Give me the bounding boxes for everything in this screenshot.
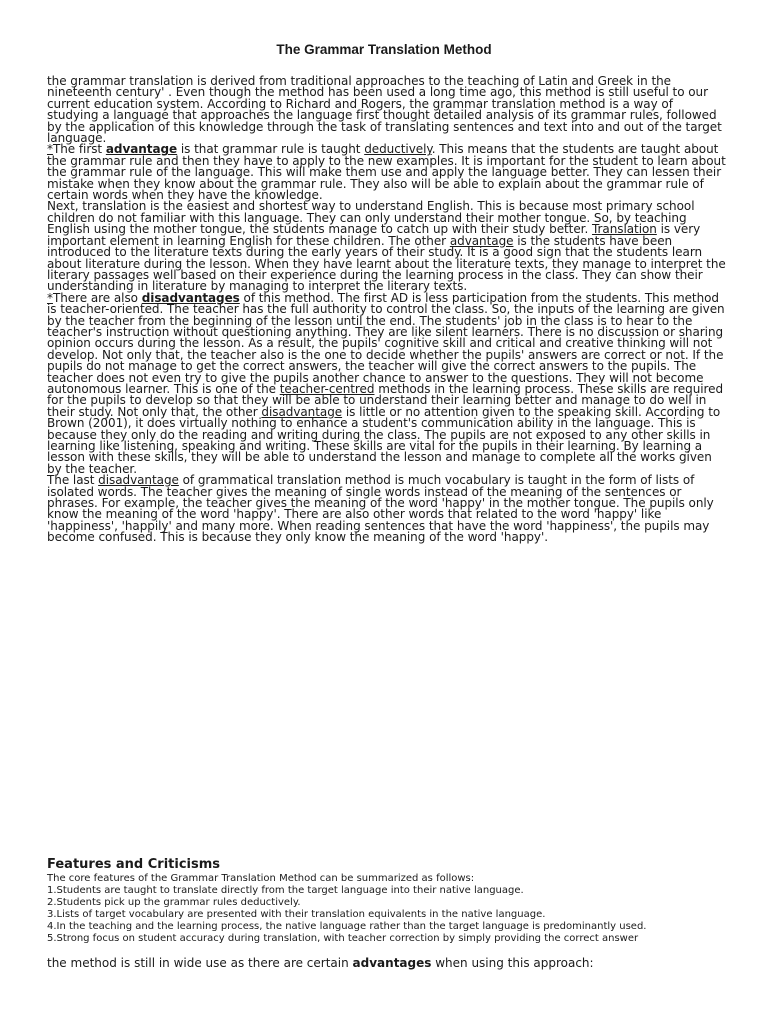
advantage-paragraph xyxy=(47,144,727,201)
translation-paragraph xyxy=(47,201,727,292)
list-item: 3.Lists of target vocabulary are presented with their translation equivalents in the native language. xyxy=(47,909,546,920)
closing-line xyxy=(47,956,594,970)
features-section xyxy=(47,857,737,945)
intro-paragraph: the grammar translation is derived from traditional approaches to the teaching of Latin and Greek in the nineteenth century' . Even though the method has been used a long time ago, this method is still useful to our current education system. According to Richard and Rogers, the grammar translation method is a way of studying a language that approaches the language first thought detailed analysis of its grammar rules, followed by the application of this knowledge through the task of translating sentences and text into and out of the target language. xyxy=(47,74,722,146)
list-item: 4.In the teaching and the learning process, the native language rather than the target language is predominantly used. xyxy=(47,921,647,932)
text-run: There are also xyxy=(52,290,142,305)
list-item: 5.Strong focus on student accuracy during translation, with teacher correction by simply providing the correct answer xyxy=(47,933,639,944)
text-run: is the students have been introduced to the literature texts during the early years of their study. It is a good sign that the students learn about literature during the lesson. When they have learnt about the literature texts, they manage to interpret the literary passages well based on their experience during the learning process in the class. They can show their understanding in literature by managing to interpret the literary texts. xyxy=(47,233,726,294)
text-run: of this method. The first AD is less participation from the students. This method is teacher-oriented. The teacher has the full authority to control the class. So, the inputs of the learning are given by the teacher from the beginning of the lesson until the end. The students' job in the class is to hear to the teacher's instruction without questioning anything. They are like silent learners. There is no discussion or sharing opinion occurs during the lesson. As a result, the pupils' cognitive skill and critical and creative thinking will not develop. Not only that, the teacher also is the one to decide whether the pupils' answers are correct or not. If the pupils do not manage to get the correct answers, the teacher will give the correct answers to the pupils. The teacher does not even try to give the pupils another chance to answer to the questions. They will not become autonomous learner. This is one of the xyxy=(47,290,725,396)
text-run: is that grammar rule is taught xyxy=(177,142,365,157)
text-run: . This means that the students are taught about the grammar rule and then they have to apply to the new examples. It is important for the student to learn about the grammar rule of the language. This will make them use and apply the language better. They can lessen their mistake when they know about the grammar rule. They also will be able to explain about the grammar rule of certain words when they have the knowledge. xyxy=(47,142,726,203)
translation-term: Translation xyxy=(591,222,657,237)
text-run: methods in the learning process. These skills are required for the pupils to develop so that they will be able to understand their learning better and manage to do well in their study. Not only that, the other xyxy=(47,381,724,419)
body-text xyxy=(47,76,727,544)
asterisk-marker: * xyxy=(47,290,53,305)
disadvantages-keyword: disadvantages xyxy=(141,290,240,305)
text-run: of grammatical translation method is much vocabulary is taught in the form of lists of isolated words. The teacher gives the meaning of single words instead of the meaning of the sentences or phrases. For example, the teacher gives the meaning of the word 'happy' in the mother tongue. The pupils only know the meaning of the word 'happy'. There are also other words that related to the word 'happy' like 'happiness', 'happily' and many more. When reading sentences that have the word 'happiness', the pupils may become confused. This is because they only know the meaning of the word 'happy'. xyxy=(47,473,714,545)
asterisk-marker: * xyxy=(47,142,53,157)
text-run: The last xyxy=(47,473,99,488)
disadvantages-paragraph xyxy=(47,290,727,476)
text-run: The first xyxy=(52,142,106,157)
features-heading: Features and Criticisms xyxy=(47,857,221,872)
text-run: the method is still in wide use as there are certain xyxy=(47,956,353,970)
list-item: 1.Students are taught to translate directly from the target language into their native language. xyxy=(47,885,524,896)
text-run: is very important element in learning English for these children. The other xyxy=(47,222,701,248)
advantages-keyword: advantages xyxy=(352,956,432,970)
disadvantage-term: disadvantage xyxy=(261,404,343,419)
list-item: 2.Students pick up the grammar rules deductively. xyxy=(47,897,301,908)
disadvantage-term: disadvantage xyxy=(98,473,179,488)
features-list xyxy=(47,885,737,945)
text-run: Next, translation is the easiest and shortest way to understand English. This is because most primary school children do not familiar with this language. They can only understand their mother tongue. So, by teaching English using the mother tongue, the students manage to catch up with their study better. xyxy=(47,199,695,237)
features-intro: The core features of the Grammar Translation Method can be summarized as follows: xyxy=(47,873,475,884)
text-run: is little or no attention given to the speaking skill. According to Brown (2001), it does virtually nothing to enhance a student's communication ability in the language. This is because they only do the reading and writing during the class. The pupils are not exposed to any other skills in learning like listening, speaking and writing. These skills are vital for the pupils in their learning. By learning a lesson with these skills, they will be able to understand the lesson and manage to complete all the works given by the teacher. xyxy=(47,404,721,476)
teacher-centred-term: teacher-centred xyxy=(279,381,375,396)
deductively-term: deductively xyxy=(364,142,432,157)
text-run: when using this approach: xyxy=(431,956,594,970)
advantage-term: advantage xyxy=(449,233,514,248)
last-disadvantage-paragraph xyxy=(47,475,727,543)
document-title: The Grammar Translation Method xyxy=(276,42,492,57)
advantage-keyword: advantage xyxy=(105,142,178,157)
